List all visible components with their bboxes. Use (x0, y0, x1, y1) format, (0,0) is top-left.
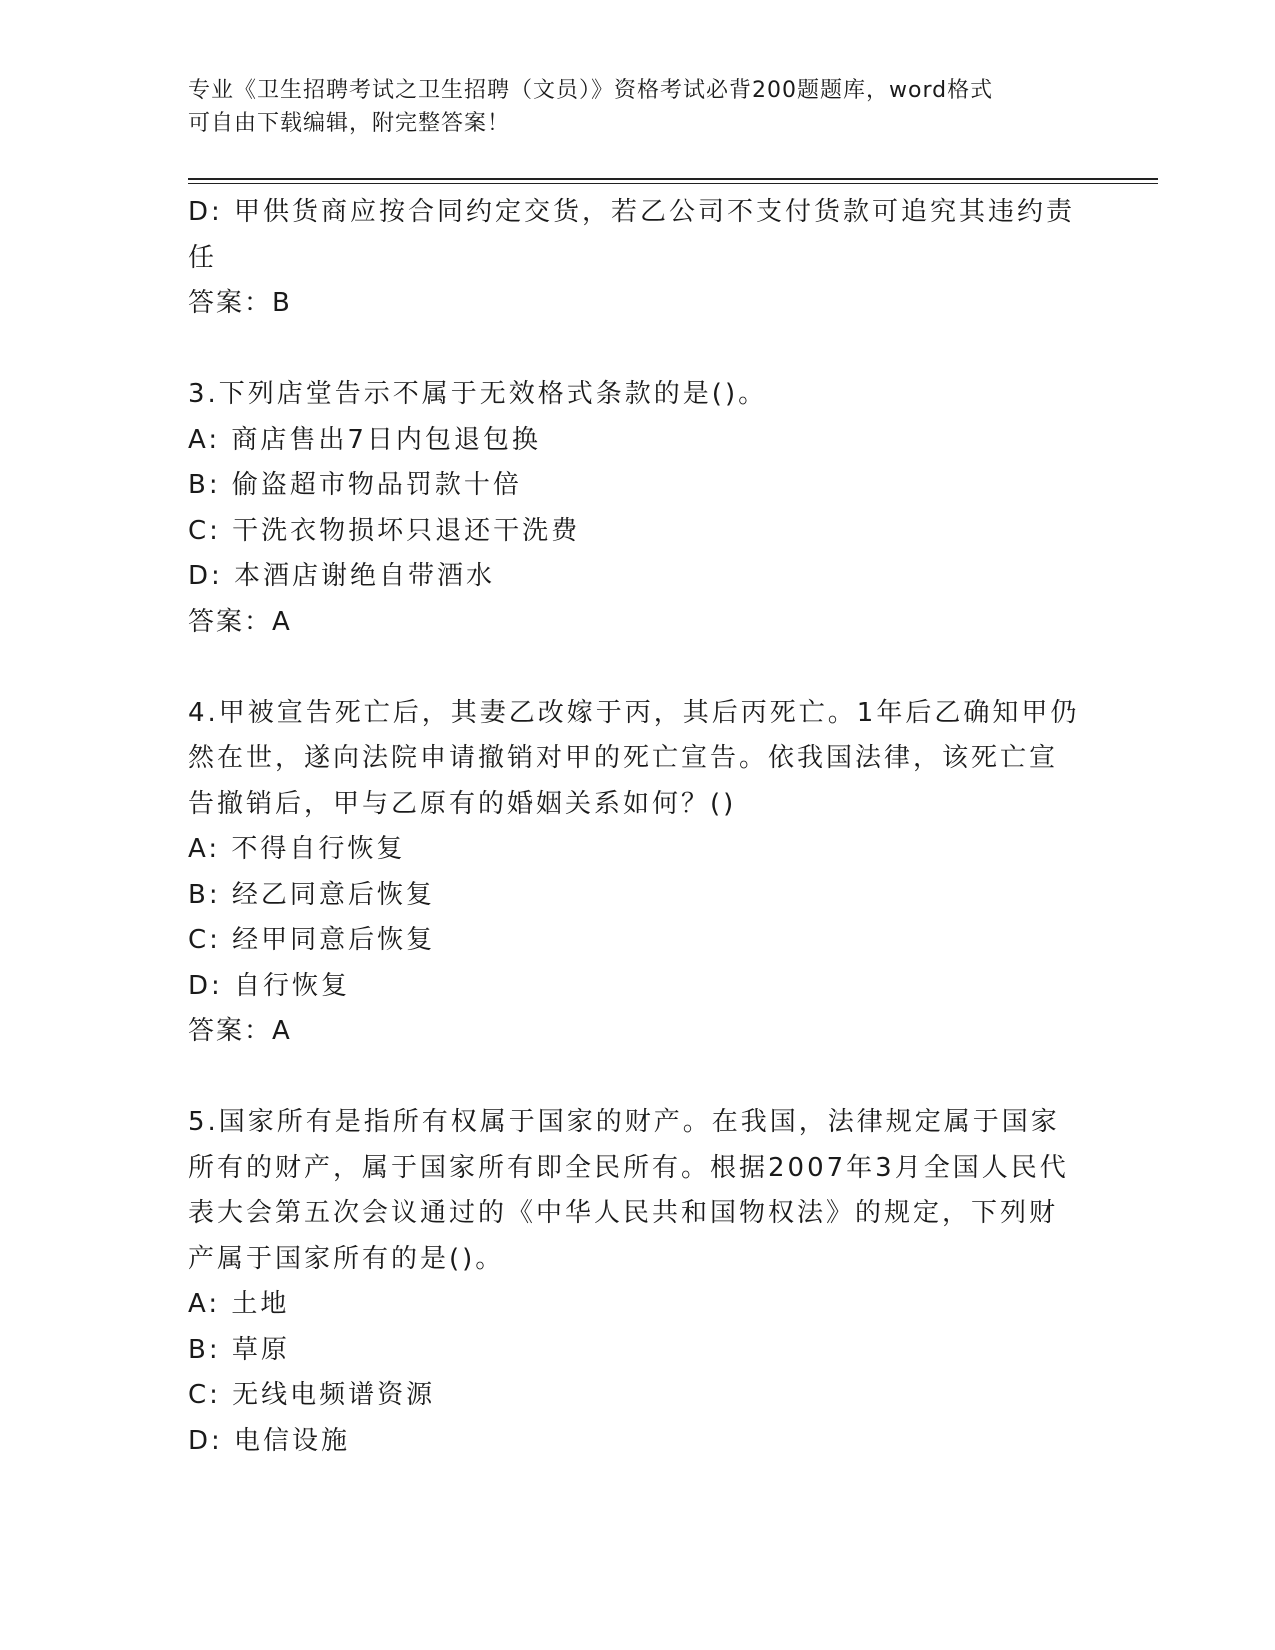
q5-option-d: D: 电信设施 (188, 1425, 351, 1456)
q4-option-d: D: 自行恢复 (188, 970, 351, 1001)
header-divider-thick (188, 178, 1158, 180)
q5-option-c: C: 无线电频谱资源 (188, 1380, 436, 1410)
header-title-line2: 可自由下载编辑，附完整答案！ (188, 111, 511, 136)
q4-answer: 答案：A (188, 1016, 292, 1046)
q5-stem-line3: 表大会第五次会议通过的《中华人民共和国物权法》的规定，下列财 (188, 1198, 1059, 1228)
question-3 (188, 372, 1088, 645)
question-2-tail (188, 190, 1088, 327)
q3-option-a: A: 商店售出7日内包退包换 (188, 424, 541, 455)
q4-stem-line2: 然在世，遂向法院申请撤销对甲的死亡宣告。依我国法律，该死亡宣 (188, 743, 1059, 773)
q5-stem-line2: 所有的财产，属于国家所有即全民所有。根据2007年3月全国人民代 (188, 1152, 1069, 1183)
spacer (188, 645, 1088, 691)
q3-option-d: D: 本酒店谢绝自带酒水 (188, 561, 496, 591)
q4-stem-line3: 告撤销后，甲与乙原有的婚姻关系如何？() (188, 788, 737, 819)
spacer (188, 327, 1088, 373)
q3-option-b: B: 偷盗超市物品罚款十倍 (188, 470, 522, 500)
q3-option-c: C: 干洗衣物损坏只退还干洗费 (188, 515, 581, 546)
question-4 (188, 691, 1088, 1055)
header-title-line1: 专业《卫生招聘考试之卫生招聘（文员）》资格考试必背200题题库，word格式 (188, 78, 994, 103)
q3-answer: 答案：A (188, 606, 292, 637)
q5-option-b: B: 草原 (188, 1334, 290, 1365)
q4-option-c: C: 经甲同意后恢复 (188, 925, 436, 955)
q4-option-b: B: 经乙同意后恢复 (188, 879, 435, 910)
q2-option-d-line1: D: 甲供货商应按合同约定交货，若乙公司不支付货款可追究其违约责 (188, 197, 1076, 227)
q4-option-a: A: 不得自行恢复 (188, 834, 406, 864)
question-5 (188, 1100, 1088, 1464)
q5-stem-line1: 5.国家所有是指所有权属于国家的财产。在我国，法律规定属于国家 (188, 1107, 1060, 1137)
page-header (188, 74, 1088, 140)
q3-stem: 3.下列店堂告示不属于无效格式条款的是()。 (188, 379, 768, 409)
header-divider-thin (188, 183, 1158, 184)
q2-option-d-line2: 任 (188, 242, 218, 273)
q4-stem-line1: 4.甲被宣告死亡后，其妻乙改嫁于丙，其后丙死亡。1年后乙确知甲仍 (188, 697, 1080, 728)
q5-stem-line4: 产属于国家所有的是()。 (188, 1243, 505, 1274)
q2-answer: 答案：B (188, 288, 292, 318)
document-body (188, 190, 1088, 1464)
q5-option-a: A: 土地 (188, 1289, 290, 1319)
spacer (188, 1055, 1088, 1101)
